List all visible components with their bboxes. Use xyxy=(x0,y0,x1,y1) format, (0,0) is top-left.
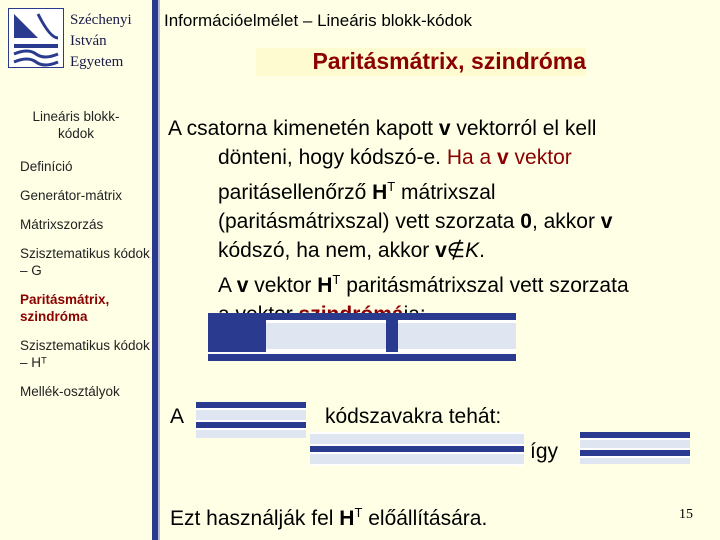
text-a: A xyxy=(170,405,185,428)
codeword-equation-image xyxy=(310,432,524,466)
page-number: 15 xyxy=(679,507,693,522)
university-name xyxy=(70,10,132,73)
body-line-2: dönteni, hogy kódszó-e. Ha a v vektor xyxy=(218,146,572,169)
slide-title: Paritásmátrix, szindróma xyxy=(312,48,586,74)
logo-line-1: Széchenyi xyxy=(70,12,132,28)
nav-item-szisztematikus-g[interactable]: Szisztematikus kódok – G xyxy=(20,246,150,278)
nav-item-matrixszorzas[interactable]: Mátrixszorzás xyxy=(20,217,104,232)
section-nav xyxy=(20,108,150,412)
course-title: Információelmélet – Lineáris blokk-kódok xyxy=(164,11,473,30)
body-line-4: (paritásmátrixszal) vett szorzata 0, akkor v xyxy=(218,210,613,233)
nav-title: Lineáris blokk-kódok xyxy=(32,109,120,141)
nav-item-mellek-osztalyok[interactable]: Mellék-osztályok xyxy=(20,384,120,399)
syndrome-formula-image xyxy=(208,313,516,361)
body-line-6: A v vektor $H^T$ paritásmátrixszal vett szorzata xyxy=(218,272,629,297)
sidebar xyxy=(0,0,155,540)
body-line-3: paritásellenőrző $H^T$ mátrixszal xyxy=(218,179,496,204)
logo-line-2: István xyxy=(70,33,107,49)
slide-body xyxy=(168,114,708,329)
sidebar-divider-shadow xyxy=(158,0,160,540)
body-line-1: A csatorna kimenetén kapott v vektorról el kell xyxy=(168,117,597,140)
nav-item-szisztematikus-ht[interactable]: Szisztematikus kódok – Hᵀ xyxy=(20,338,150,370)
text-igy: így xyxy=(530,440,559,463)
nav-item-generator-matrix[interactable]: Generátor-mátrix xyxy=(20,188,123,203)
university-logo xyxy=(8,8,64,68)
nav-item-paritasmatrix[interactable]: Paritásmátrix, szindróma xyxy=(20,292,110,324)
codeword-vector-image xyxy=(196,402,306,438)
text-kodszavakra: kódszavakra tehát: xyxy=(325,405,502,428)
nav-item-definicio[interactable]: Definíció xyxy=(20,159,73,174)
body-line-5: kódszó, ha nem, akkor v∉K. xyxy=(218,239,485,262)
ght-equation-image xyxy=(580,432,690,464)
text-ezt-hasznaljak: Ezt használják fel $H^T$ előállítására. xyxy=(170,505,488,530)
logo-line-3: Egyetem xyxy=(70,54,124,70)
